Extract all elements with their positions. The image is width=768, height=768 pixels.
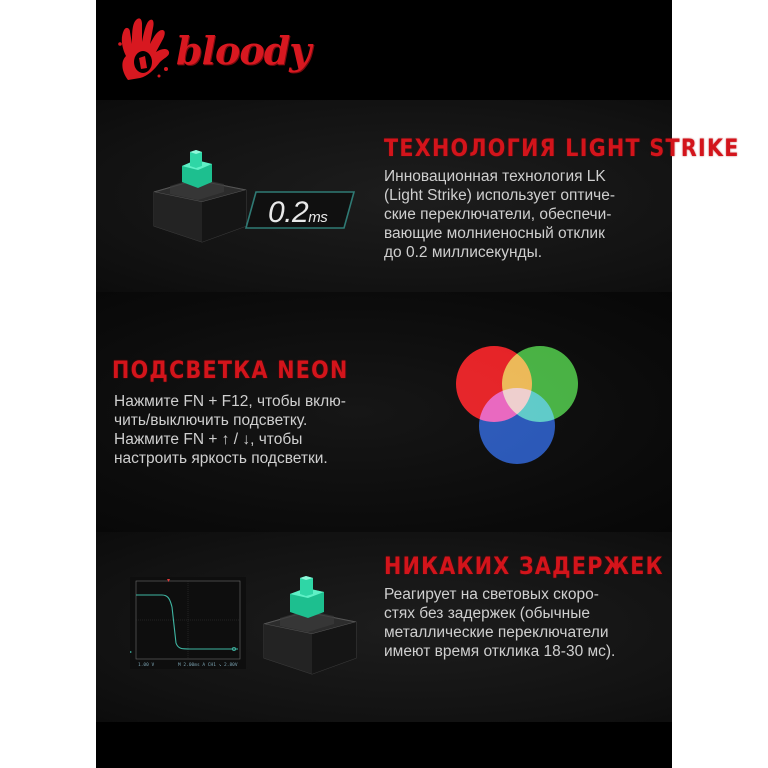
logo-panel bbox=[96, 0, 672, 100]
product-poster bbox=[96, 0, 740, 768]
description-line: стях без задержек (обычные bbox=[384, 605, 590, 622]
bottom-spacer bbox=[96, 722, 672, 768]
description-line: Реагирует на световых скоро- bbox=[384, 586, 599, 603]
speed-value: 0.2 bbox=[268, 196, 309, 229]
no-delay-panel bbox=[96, 532, 672, 722]
neon-backlight-panel bbox=[96, 292, 672, 532]
description-line: настроить яркость подсветки. bbox=[114, 450, 328, 467]
description-line: чить/выключить подсветку. bbox=[114, 412, 308, 429]
description-line: Нажмите FN + F12, чтобы вклю- bbox=[114, 393, 346, 410]
description-line: имеют время отклика 18-30 мс). bbox=[384, 643, 616, 660]
bloody-hand-logo-icon bbox=[114, 14, 174, 82]
description-line: Нажмите FN + ↑ / ↓, чтобы bbox=[114, 431, 303, 448]
description-line: вающие молниеносный отклик bbox=[384, 225, 605, 242]
oscilloscope-graph bbox=[130, 577, 246, 669]
light-strike-title: ТЕХНОЛОГИЯ LIGHT STRIKE bbox=[384, 134, 740, 162]
neon-description bbox=[114, 392, 346, 468]
no-delay-title: НИКАКИХ ЗАДЕРЖЕК bbox=[384, 552, 664, 580]
light-strike-panel bbox=[96, 100, 740, 292]
optical-switch-image bbox=[256, 568, 366, 678]
speed-value-label bbox=[268, 196, 327, 230]
neon-title: ПОДСВЕТКА NEON bbox=[112, 356, 349, 384]
speed-unit: ms bbox=[308, 209, 328, 226]
description-line: ские переключатели, обеспечи- bbox=[384, 206, 612, 223]
svg-text:▸: ▸ bbox=[130, 649, 133, 654]
description-line: до 0.2 миллисекунды. bbox=[384, 244, 543, 261]
scope-channel-label: 1.00 V bbox=[138, 663, 155, 668]
description-line: металлические переключатели bbox=[384, 624, 609, 641]
description-line: (Light Strike) использует оптиче- bbox=[384, 187, 616, 204]
rgb-circles-icon bbox=[452, 342, 582, 472]
optical-switch-image bbox=[146, 144, 256, 244]
no-delay-description bbox=[384, 585, 615, 661]
scope-readout: M 2.00ms A CH1 ↘ 2.80V bbox=[178, 663, 238, 668]
description-line: Инновационная технология LK bbox=[384, 168, 606, 185]
bloody-wordmark: bloody bbox=[176, 28, 311, 73]
light-strike-description bbox=[384, 167, 615, 262]
